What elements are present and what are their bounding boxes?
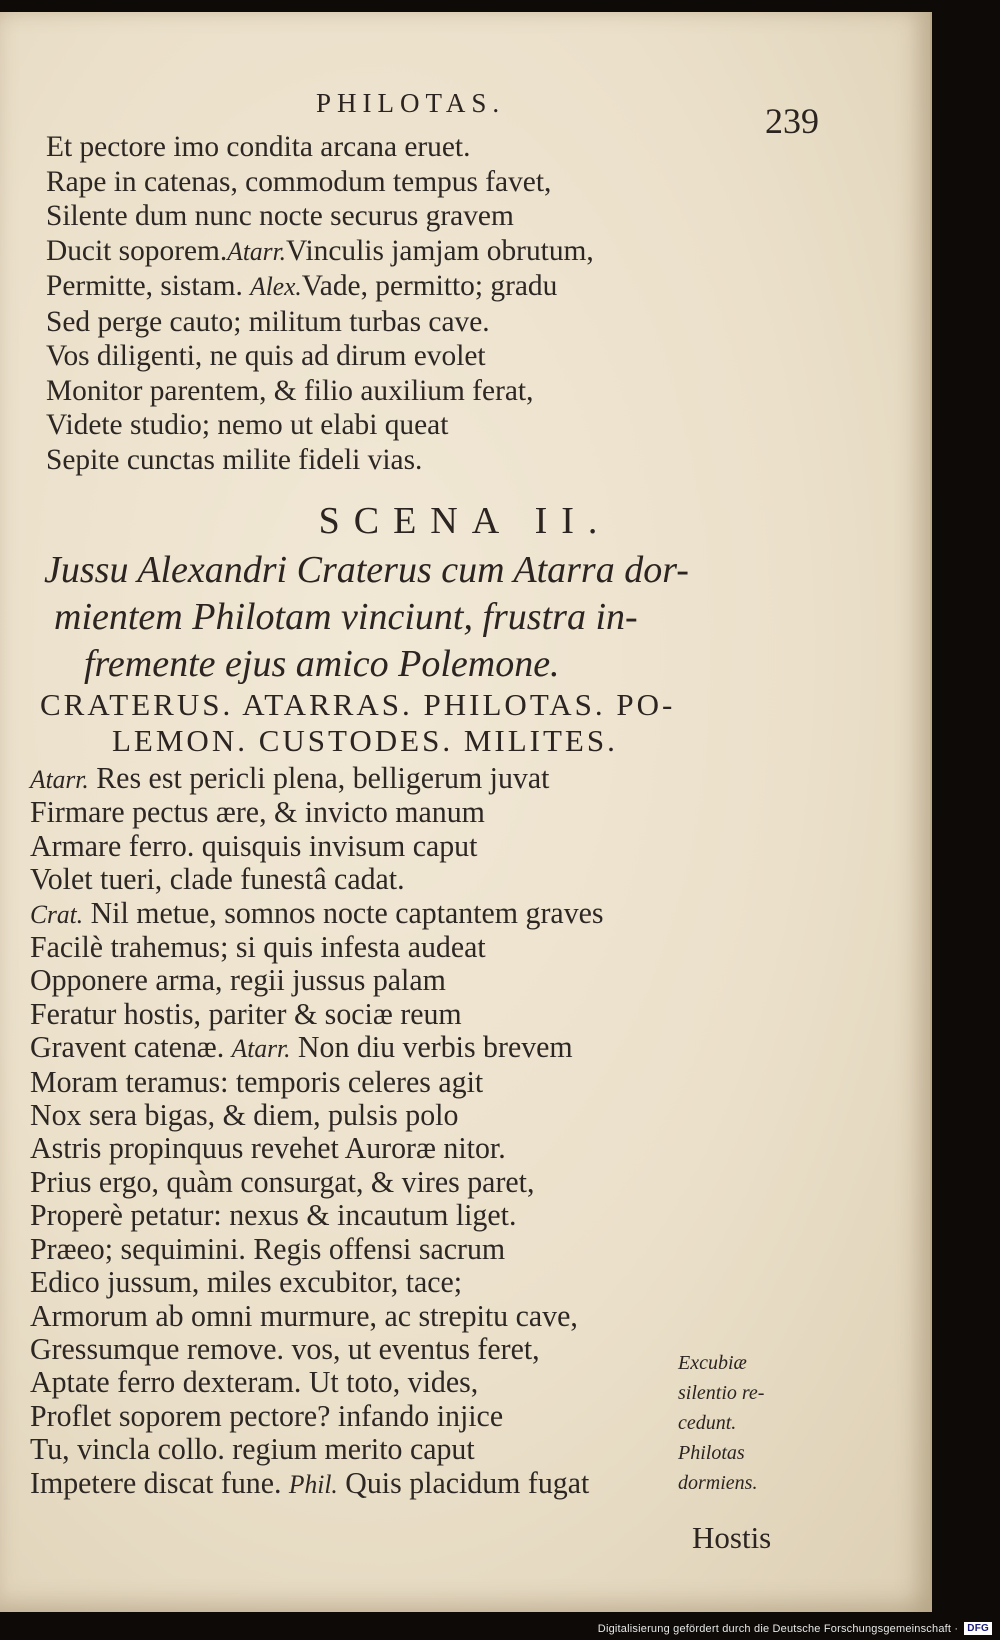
verse-text: Quis placidum fugat	[337, 1465, 590, 1500]
verse-text: Sed perge cauto; militum turbas cave.	[46, 304, 490, 338]
verse-line	[30, 897, 775, 931]
verse-line	[30, 1031, 775, 1065]
marginal-note	[678, 1348, 764, 1498]
catchword: Hostis	[692, 1520, 772, 1555]
verse-text: Sepite cunctas milite fideli vias.	[46, 442, 423, 476]
verse-line	[46, 339, 791, 374]
verse-text: Vos diligenti, ne quis ad dirum evolet	[46, 339, 486, 372]
marginal-line: dormiens.	[678, 1472, 758, 1494]
speaker-name: Atarr.	[30, 765, 89, 794]
verse-line	[30, 931, 775, 964]
digitization-credit	[598, 1622, 992, 1635]
speaker-name: Phil.	[288, 1469, 338, 1499]
verse-line	[46, 443, 791, 478]
verse-text: Proflet soporem pectore? infando injice	[30, 1398, 504, 1433]
verse-text: Vinculis jamjam obrutum,	[286, 233, 594, 267]
verse-text: Facilè trahemus; si quis infesta audeat	[30, 930, 486, 965]
page-number: 239	[765, 101, 819, 141]
argument-line: fremente ejus amico Polemone.	[84, 643, 560, 685]
verse-text: Armare ferro. quisquis invisum caput	[30, 828, 478, 863]
verse-line	[46, 269, 791, 305]
verse-line	[30, 1199, 775, 1232]
verse-text: Opponere arma, regii jussus palam	[30, 963, 446, 998]
verse-line	[30, 1233, 775, 1266]
verse-line	[30, 1266, 775, 1299]
verse-text: Res est pericli plena, belligerum juvat	[88, 761, 550, 795]
verse-line	[46, 234, 791, 270]
verse-text: Nil metue, somnos nocte captantem graves	[83, 895, 604, 930]
argument-line: Jussu Alexandri Craterus cum Atarra dor-	[44, 549, 689, 591]
verse-text: Moram teramus: temporis celeres agit	[30, 1064, 484, 1099]
marginal-line: cedunt.	[678, 1412, 737, 1434]
marginal-line: Excubiæ	[678, 1352, 747, 1374]
verse-text: Volet tueri, clade funestâ cadat.	[30, 862, 405, 897]
verse-line	[30, 1166, 775, 1199]
verse-line	[30, 1333, 775, 1366]
argument-line: mientem Philotam vinciunt, frustra in-	[54, 596, 638, 638]
verse-text: Silente dum nunc nocte securus gravem	[46, 199, 514, 232]
verse-line	[46, 199, 791, 234]
verse-line	[30, 1366, 775, 1399]
credit-text: Digitalisierung gefördert durch die Deutsche Forschungsgemeinschaft ·	[597, 1622, 959, 1635]
marginal-line: Philotas	[678, 1442, 745, 1464]
verse-line	[30, 1433, 775, 1466]
book-page	[0, 12, 932, 1612]
verse-block-2	[30, 762, 790, 1501]
verse-line	[30, 863, 775, 896]
verse-line	[30, 1400, 775, 1433]
verse-line	[30, 762, 775, 796]
verse-line	[30, 1467, 775, 1501]
speaker-name: Atarr.	[231, 1034, 291, 1064]
verse-text: Præeo; sequimini. Regis offensi sacrum	[30, 1231, 506, 1266]
verse-text: Videte studio; nemo ut elabi queat	[46, 408, 449, 441]
verse-text: Gressumque remove. vos, ut eventus feret,	[30, 1331, 540, 1366]
verse-text: Permitte, sistam.	[46, 269, 251, 302]
running-title: PHILOTAS.	[316, 88, 506, 118]
verse-line	[30, 796, 775, 829]
personae-line: LEMON. CUSTODES. MILITES.	[112, 723, 618, 758]
verse-text: Non diu verbis brevem	[290, 1030, 573, 1065]
verse-text: Prius ergo, quàm consurgat, & vires paret,	[30, 1164, 535, 1199]
verse-text: Firmare pectus ære, & invicto manum	[30, 795, 485, 830]
verse-text: Tu, vincla collo. regium merito caput	[30, 1432, 475, 1467]
marginal-line: silentio re-	[678, 1382, 765, 1404]
verse-line	[30, 998, 775, 1031]
verse-text: Aptate ferro dexteram. Ut toto, vides,	[30, 1365, 479, 1400]
verse-line	[46, 130, 791, 165]
verse-text: Et pectore imo condita arcana eruet.	[46, 130, 471, 163]
scene-title: SCENA II.	[318, 500, 612, 542]
speaker-name: Atarr.	[227, 236, 287, 266]
verse-line	[46, 408, 791, 443]
verse-text: Armorum ab omni murmure, ac strepitu cave,	[30, 1298, 578, 1333]
verse-text: Vade, permitto; gradu	[301, 269, 558, 302]
verse-text: Edico jussum, miles excubitor, tace;	[30, 1265, 463, 1300]
speaker-name: Alex.	[250, 272, 302, 301]
verse-line	[30, 1099, 775, 1132]
verse-line	[30, 1300, 775, 1333]
verse-line	[30, 1066, 775, 1099]
verse-line	[30, 830, 775, 863]
verse-line	[30, 1132, 775, 1165]
verse-block-1	[46, 130, 806, 477]
personae-line: CRATERUS. ATARRAS. PHILOTAS. PO-	[40, 687, 676, 722]
speaker-name: Crat.	[30, 899, 84, 929]
verse-text: Rape in catenas, commodum tempus favet,	[46, 164, 552, 198]
dfg-logo-icon: DFG	[964, 1622, 992, 1635]
verse-text: Feratur hostis, pariter & sociæ reum	[30, 996, 462, 1031]
verse-text: Gravent catenæ.	[30, 1030, 232, 1065]
verse-text: Monitor parentem, & filio auxilium ferat,	[46, 373, 534, 407]
verse-line	[46, 305, 791, 340]
scene-argument	[44, 547, 824, 688]
verse-text: Nox sera bigas, & diem, pulsis polo	[30, 1098, 459, 1133]
verse-text: Impetere discat fune.	[30, 1465, 289, 1500]
verse-line	[46, 165, 791, 200]
verse-line	[30, 964, 775, 997]
dramatis-personae	[40, 687, 810, 759]
verse-text: Astris propinquus revehet Auroræ nitor.	[30, 1131, 506, 1166]
verse-line	[46, 374, 791, 409]
verse-text: Ducit soporem.	[46, 233, 228, 267]
verse-text: Properè petatur: nexus & incautum liget.	[30, 1198, 517, 1233]
